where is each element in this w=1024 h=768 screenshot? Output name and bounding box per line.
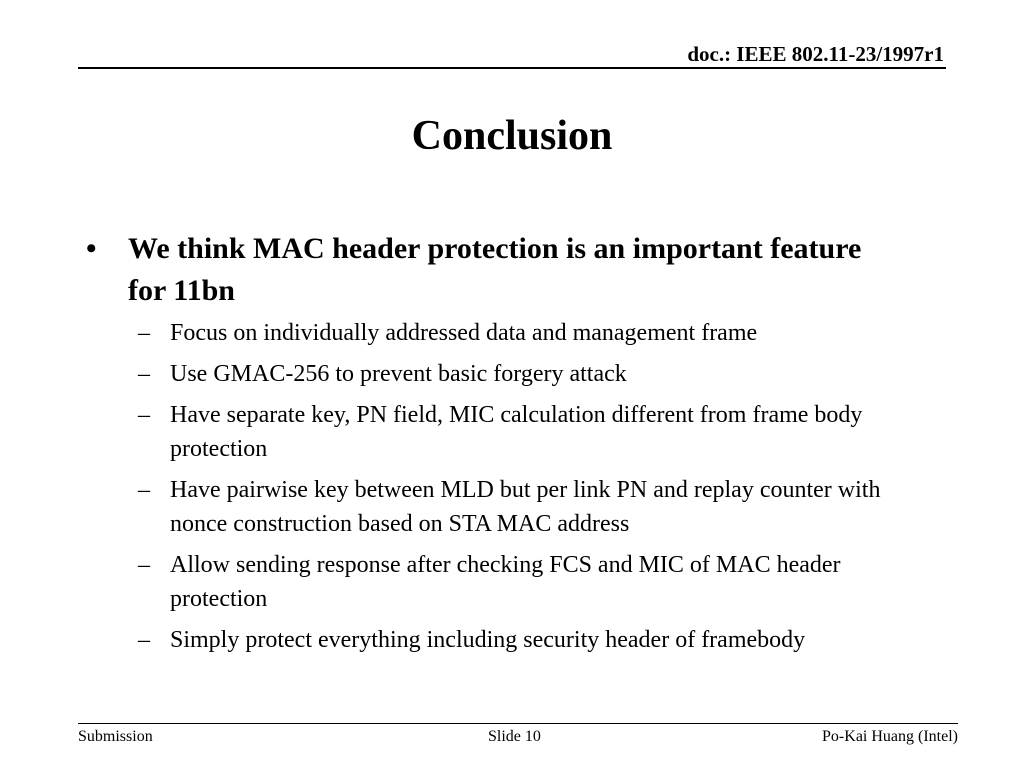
sub-bullet-text: Have pairwise key between MLD but per link PN and replay counter with nonce construction based on STA MAC address — [170, 477, 881, 537]
slide-content — [84, 228, 954, 664]
header-rule — [78, 67, 946, 69]
footer-rule — [78, 723, 958, 724]
bullet-marker: • — [86, 232, 97, 265]
footer-author: Po-Kai Huang (Intel) — [822, 728, 958, 745]
dash-marker: – — [138, 627, 150, 653]
sub-bullet-item — [138, 398, 954, 466]
dash-marker: – — [138, 402, 150, 428]
dash-marker: – — [138, 361, 150, 387]
sub-bullet-item — [138, 623, 954, 657]
doc-id: doc.: IEEE 802.11-23/1997r1 — [687, 42, 944, 66]
sub-bullet-text: Have separate key, PN field, MIC calculation different from frame body protection — [170, 402, 863, 462]
sub-bullet-text: Allow sending response after checking FCS and MIC of MAC header protection — [170, 552, 841, 612]
sub-bullet-item — [138, 357, 954, 391]
sub-bullet-text: Simply protect everything including security header of framebody — [170, 627, 806, 653]
main-bullet-text: We think MAC header protection is an important feature for 11bn — [128, 232, 862, 307]
sub-bullet-list — [84, 316, 954, 657]
footer-slide-number: Slide 10 — [488, 728, 541, 745]
footer-submission: Submission — [78, 728, 153, 745]
sub-bullet-text: Focus on individually addressed data and management frame — [170, 320, 758, 346]
slide-title: Conclusion — [411, 113, 613, 159]
sub-bullet-item — [138, 548, 954, 616]
dash-marker: – — [138, 320, 150, 346]
sub-bullet-item — [138, 316, 954, 350]
main-bullet — [84, 228, 954, 312]
dash-marker: – — [138, 552, 150, 578]
sub-bullet-text: Use GMAC-256 to prevent basic forgery attack — [170, 361, 627, 387]
sub-bullet-item — [138, 473, 954, 541]
dash-marker: – — [138, 477, 150, 503]
